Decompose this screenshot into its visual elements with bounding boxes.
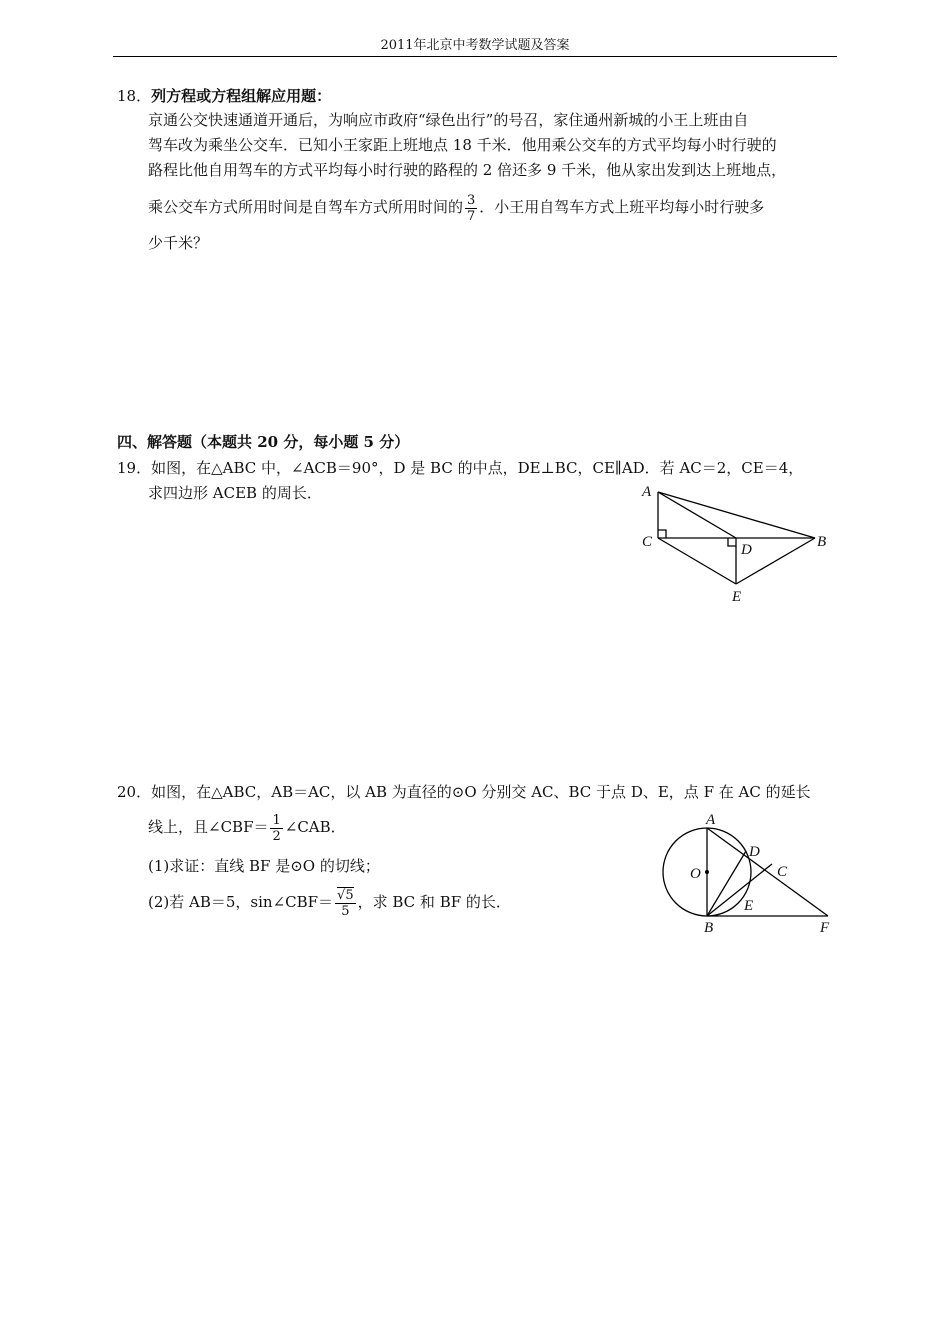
q18-line4-post: ．小王用自驾车方式上班平均每小时行驶多 (479, 198, 765, 216)
q20-line-acf (707, 828, 828, 916)
q18-line2: 驾车改为乘坐公交车．已知小王家距上班地点 18 千米．他用乘公交车的方式平均每小时行驶的 (148, 136, 777, 154)
q20-segment-bc (707, 864, 772, 916)
q20-label-c: C (777, 864, 788, 880)
q19-line1-text: 如图，在△ABC 中，∠ACB＝90°，D 是 BC 的中点，DE⊥BC，CE∥AD．若 AC＝2，CE＝4， (151, 459, 804, 477)
q19-label-e: E (732, 589, 742, 605)
q20-number: 20． (117, 783, 152, 801)
q20-line1-text: 如图，在△ABC，AB＝AC，以 AB 为直径的⊙O 分别交 AC、BC 于点 D、E，点 F 在 AC 的延长 (151, 783, 811, 801)
page-header: 2011年北京中考数学试题及答案 (380, 38, 570, 53)
q20-label-e: E (744, 898, 754, 914)
q20-segment-bd (707, 851, 746, 916)
q19-label-b: B (817, 534, 827, 550)
q19-label-c: C (642, 534, 653, 550)
q20-part1: (1)求证：直线 BF 是⊙O 的切线； (148, 857, 380, 875)
q20-part2-pre: (2)若 AB＝5，sin∠CBF＝ (148, 893, 334, 911)
q19-number: 19． (117, 459, 152, 477)
q19-label-a: A (642, 484, 652, 500)
q20-label-o: O (690, 866, 701, 882)
section4-title: 四、解答题（本题共 20 分，每小题 5 分） (117, 433, 410, 451)
q20-label-f: F (820, 920, 830, 936)
q20-line2-post: ∠CAB． (284, 818, 346, 836)
q20-label-d: D (749, 844, 760, 860)
q19-label-d: D (741, 542, 752, 558)
q20-sqrt-value: √5 (337, 887, 354, 903)
q20-center-point (705, 870, 709, 874)
q20-label-b: B (704, 920, 714, 936)
q18-line3: 路程比他自用驾车的方式平均每小时行驶的路程的 2 倍还多 9 千米，他从家出发到达上班地点， (148, 161, 787, 179)
q18-frac-denominator: 7 (467, 208, 476, 224)
q18-line1: 京通公交快速通道开通后，为响应市政府“绿色出行”的号召，家住通州新城的小王上班由自 (148, 111, 749, 129)
q20-frac-numerator: 1 (272, 812, 281, 828)
q20-part2-post: ，求 BC 和 BF 的长． (357, 893, 511, 911)
q19-line2: 求四边形 ACEB 的周长． (148, 484, 322, 502)
q20-label-a: A (706, 812, 716, 828)
q18-line4-pre: 乘公交车方式所用时间是自驾车方式所用时间的 (148, 198, 464, 216)
q20-sqrt-denominator: 5 (341, 903, 350, 919)
q20-line2-pre: 线上，且∠CBF＝ (148, 818, 269, 836)
q18-frac-numerator: 3 (467, 192, 476, 208)
q20-frac-denominator: 2 (272, 828, 281, 844)
q18-line5: 少千米？ (148, 234, 209, 252)
q18-number: 18． (117, 87, 152, 105)
q18-title: 列方程或方程组解应用题： (151, 87, 332, 105)
